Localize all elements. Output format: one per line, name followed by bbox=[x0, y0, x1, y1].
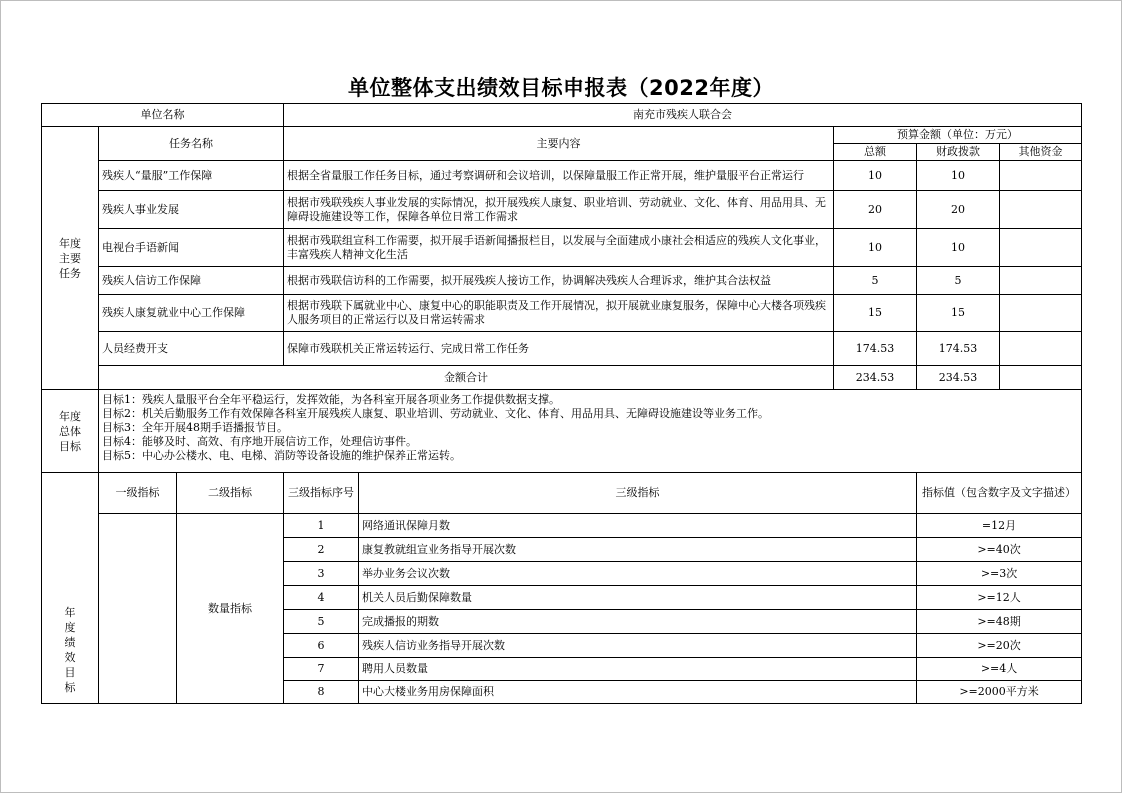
indicator-seq: 5 bbox=[284, 610, 359, 634]
seq-header: 三级指标序号 bbox=[284, 473, 359, 514]
overall-goals-content bbox=[99, 390, 1082, 473]
overall-goals-text: 年度 总体 目标 bbox=[59, 409, 81, 453]
indicator-row bbox=[42, 514, 1082, 538]
task-name: 残疾人信访工作保障 bbox=[99, 267, 284, 295]
task-total: 10 bbox=[834, 229, 917, 267]
indicator-value: >=2000平方米 bbox=[917, 681, 1082, 704]
task-other bbox=[1000, 161, 1082, 191]
goal-line: 目标2：机关后勤服务工作有效保障各科室开展残疾人康复、职业培训、劳动就业、文化、体育、用品用具、无障碍设施建设等业务工作。 bbox=[102, 407, 769, 420]
task-total: 5 bbox=[834, 267, 917, 295]
indicator-value: >=12人 bbox=[917, 586, 1082, 610]
main-content-header: 主要内容 bbox=[284, 127, 834, 161]
indicator-name: 聘用人员数量 bbox=[359, 658, 917, 681]
goal-line: 目标5：中心办公楼水、电、电梯、消防等设备设施的维护保养正常运转。 bbox=[102, 449, 461, 462]
indicator-seq: 6 bbox=[284, 634, 359, 658]
indicator-name: 网络通讯保障月数 bbox=[359, 514, 917, 538]
indicator-value: >=40次 bbox=[917, 538, 1082, 562]
task-header-row bbox=[42, 127, 1082, 144]
task-fiscal: 5 bbox=[917, 267, 1000, 295]
indicator-name: 康复教就组宣业务指导开展次数 bbox=[359, 538, 917, 562]
indicator-name: 完成播报的期数 bbox=[359, 610, 917, 634]
indicator-seq: 7 bbox=[284, 658, 359, 681]
indicator-seq: 3 bbox=[284, 562, 359, 586]
level2-header: 二级指标 bbox=[177, 473, 284, 514]
indicator-seq: 2 bbox=[284, 538, 359, 562]
unit-name-label: 单位名称 bbox=[42, 104, 284, 127]
indicator-seq: 4 bbox=[284, 586, 359, 610]
task-fiscal: 174.53 bbox=[917, 332, 1000, 366]
task-fiscal: 10 bbox=[917, 161, 1000, 191]
annual-tasks-text: 年度 主要 任务 bbox=[59, 236, 81, 280]
task-content: 根据市残联组宣科工作需要，拟开展手语新闻播报栏目，以发展与全面建成小康社会相适应的残疾人文化事业，丰富残疾人精神文化生活 bbox=[284, 229, 834, 267]
task-total: 10 bbox=[834, 161, 917, 191]
indicator-name: 机关人员后勤保障数量 bbox=[359, 586, 917, 610]
annual-tasks-label bbox=[42, 127, 99, 390]
total-header: 总额 bbox=[834, 144, 917, 161]
performance-goals-label bbox=[42, 473, 99, 704]
task-content: 根据市残联残疾人事业发展的实际情况，拟开展残疾人康复、职业培训、劳动就业、文化、体育、用品用具、无障碍设施建设等工作，保障各单位日常工作需求 bbox=[284, 191, 834, 229]
sum-fiscal: 234.53 bbox=[917, 366, 1000, 390]
task-row bbox=[42, 161, 1082, 191]
indicator-name: 残疾人信访业务指导开展次数 bbox=[359, 634, 917, 658]
indicator-value: =12月 bbox=[917, 514, 1082, 538]
performance-form-table bbox=[41, 103, 1082, 704]
task-row bbox=[42, 332, 1082, 366]
task-fiscal: 20 bbox=[917, 191, 1000, 229]
level1-header: 一级指标 bbox=[99, 473, 177, 514]
other-header: 其他资金 bbox=[1000, 144, 1082, 161]
task-name: 电视台手语新闻 bbox=[99, 229, 284, 267]
fiscal-header: 财政拨款 bbox=[917, 144, 1000, 161]
level3-header: 三级指标 bbox=[359, 473, 917, 514]
task-name: 残疾人事业发展 bbox=[99, 191, 284, 229]
task-other bbox=[1000, 267, 1082, 295]
task-row bbox=[42, 229, 1082, 267]
indicator-name: 举办业务会议次数 bbox=[359, 562, 917, 586]
task-name: 残疾人康复就业中心工作保障 bbox=[99, 295, 284, 332]
unit-name-value: 南充市残疾人联合会 bbox=[284, 104, 1082, 127]
task-fiscal: 15 bbox=[917, 295, 1000, 332]
task-fiscal: 10 bbox=[917, 229, 1000, 267]
goal-line: 目标4：能够及时、高效、有序地开展信访工作，处理信访事件。 bbox=[102, 435, 417, 448]
performance-goals-text: 年 度 绩 效 目 标 bbox=[64, 606, 76, 694]
indicator-header-row bbox=[42, 473, 1082, 514]
indicator-value: >=48期 bbox=[917, 610, 1082, 634]
task-content: 根据全省量服工作任务目标，通过考察调研和会议培训，以保障量服工作正常开展，维护量服平台正常运行 bbox=[284, 161, 834, 191]
indicator-value: >=4人 bbox=[917, 658, 1082, 681]
indicator-seq: 1 bbox=[284, 514, 359, 538]
task-name-header: 任务名称 bbox=[99, 127, 284, 161]
sum-row bbox=[42, 366, 1082, 390]
goal-line: 目标3：全年开展48期手语播报节目。 bbox=[102, 421, 288, 434]
overall-goals-label bbox=[42, 390, 99, 473]
indicator-seq: 8 bbox=[284, 681, 359, 704]
task-row bbox=[42, 191, 1082, 229]
task-total: 20 bbox=[834, 191, 917, 229]
goal-line: 目标1：残疾人量服平台全年平稳运行，发挥效能，为各科室开展各项业务工作提供数据支撑。 bbox=[102, 393, 560, 406]
overall-goals-row bbox=[42, 390, 1082, 473]
value-header: 指标值（包含数字及文字描述） bbox=[917, 473, 1082, 514]
sum-total: 234.53 bbox=[834, 366, 917, 390]
task-row bbox=[42, 295, 1082, 332]
task-name: 残疾人“量服”工作保障 bbox=[99, 161, 284, 191]
level1-cell bbox=[99, 514, 177, 704]
page-title: 单位整体支出绩效目标申报表（2022年度） bbox=[348, 76, 774, 100]
task-row bbox=[42, 267, 1082, 295]
task-total: 15 bbox=[834, 295, 917, 332]
task-other bbox=[1000, 332, 1082, 366]
task-other bbox=[1000, 295, 1082, 332]
task-name: 人员经费开支 bbox=[99, 332, 284, 366]
task-other bbox=[1000, 191, 1082, 229]
task-content: 保障市残联机关正常运转运行、完成日常工作任务 bbox=[284, 332, 834, 366]
task-content: 根据市残联下属就业中心、康复中心的职能职责及工作开展情况，拟开展就业康复服务，保障中心大楼各项残疾人服务项目的正常运行以及日常运转需求 bbox=[284, 295, 834, 332]
budget-header: 预算金额（单位：万元） bbox=[834, 127, 1082, 144]
sum-label: 金额合计 bbox=[99, 366, 834, 390]
task-total: 174.53 bbox=[834, 332, 917, 366]
indicator-value: >=3次 bbox=[917, 562, 1082, 586]
quantity-indicator-group: 数量指标 bbox=[177, 514, 284, 704]
unit-row bbox=[42, 104, 1082, 127]
indicator-name: 中心大楼业务用房保障面积 bbox=[359, 681, 917, 704]
indicator-value: >=20次 bbox=[917, 634, 1082, 658]
task-content: 根据市残联信访科的工作需要，拟开展残疾人接访工作，协调解决残疾人合理诉求，维护其合法权益 bbox=[284, 267, 834, 295]
sum-other bbox=[1000, 366, 1082, 390]
task-other bbox=[1000, 229, 1082, 267]
